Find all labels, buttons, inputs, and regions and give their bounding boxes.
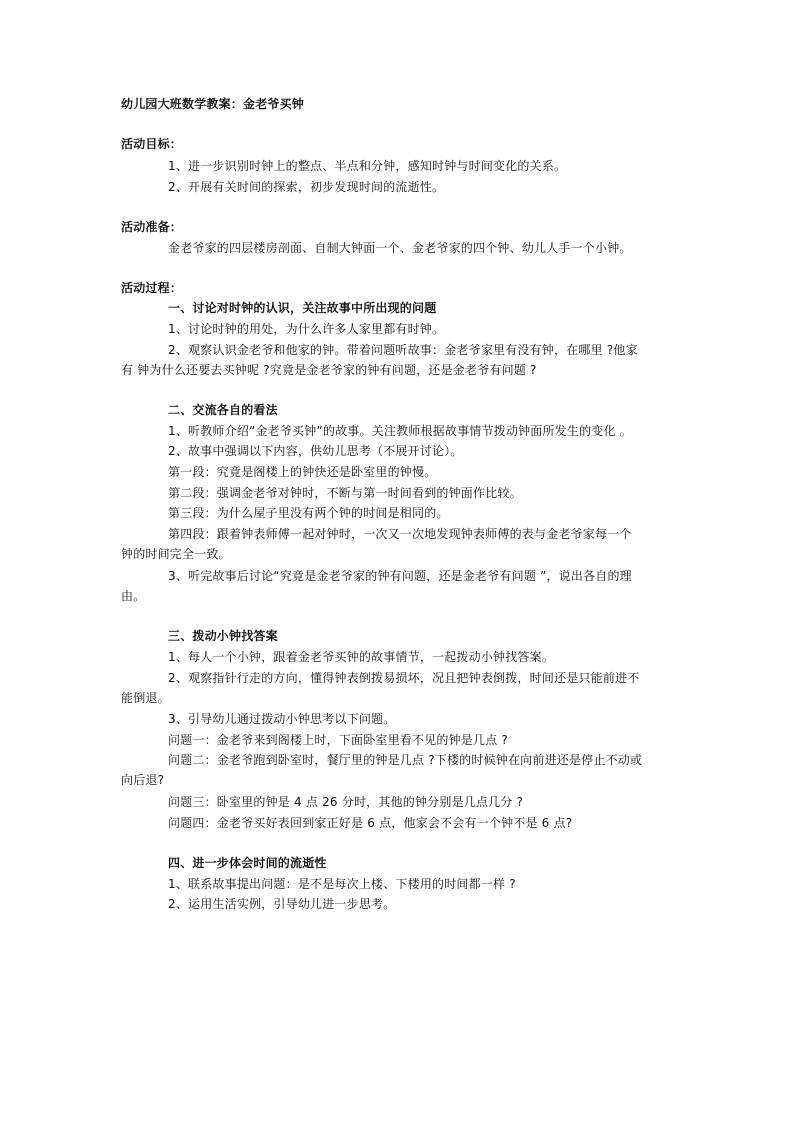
section-2-title: 二、交流各自的看法 (168, 403, 278, 417)
section-3-question-4: 问题四：金老爷买好表回到家正好是 6 点，他家会不会有一个钟不是 6 点? (168, 816, 573, 830)
section-2-point-1: 1、听教师介绍“金老爷买钟”的故事。关注教师根据故事情节拨动钟面所发生的变化 。 (168, 424, 632, 438)
goal-item-1: 1、进一步识别时钟上的整点、半点和分钟，感知时钟与时间变化的关系。 (168, 159, 567, 173)
section-3-point-1: 1、每人一个小钟，跟着金老爷买钟的故事情节，一起拨动小钟找答案。 (168, 650, 555, 664)
section-4-title: 四、进一步体会时间的流逝性 (168, 856, 327, 870)
goal-item-2: 2、开展有关时间的探索，初步发现时间的流逝性。 (168, 180, 445, 194)
section-4-point-1: 1、联系故事提出问题：是不是每次上楼、下楼用的时间都一样 ? (168, 877, 516, 891)
section-2-segment-1: 第一段：究竟是阁楼上的钟快还是卧室里的钟慢。 (168, 465, 437, 479)
prep-heading: 活动准备： (121, 220, 183, 234)
section-2-segment-2: 第二段：强调金老爷对钟时，不断与第一时间看到的钟面作比较。 (168, 486, 522, 500)
section-2-point-3-line-1: 3、听完故事后讨论“究竟是金老爷家的钟有问题，还是金老爷有问题 ”，说出各自的理 (168, 569, 632, 583)
section-1-title: 一、讨论对时钟的认识，关注故事中所出现的问题 (168, 301, 437, 315)
section-2-point-3-line-2: 由。 (121, 589, 146, 603)
section-3-question-2-line-2: 向后退? (121, 773, 165, 787)
section-3-question-1: 问题一：金老爷来到阁楼上时，下面卧室里看不见的钟是几点 ? (168, 733, 508, 747)
goals-heading: 活动目标： (121, 137, 183, 151)
section-3-title: 三、拨动小钟找答案 (168, 629, 278, 643)
section-2-segment-3: 第三段：为什么屋子里没有两个钟的时间是相同的。 (168, 506, 449, 520)
section-3-point-2-line-2: 能倒退。 (121, 691, 170, 705)
prep-text: 金老爷家的四层楼房剖面、自制大钟面一个、金老爷家的四个钟、幼儿人手一个小钟。 (168, 241, 632, 255)
section-1-point-2-line-2: 有 钟为什么还要去买钟呢 ?究竟是金老爷家的钟有问题，还是金老爷有问题 ? (121, 363, 537, 377)
section-2-segment-4-line-1: 第四段：跟着钟表师傅一起对钟时，一次又一次地发现钟表师傅的表与金老爷家每一个 (168, 527, 632, 541)
process-heading: 活动过程： (121, 281, 183, 295)
section-3-point-3: 3、引导幼儿通过拨动小钟思考以下问题。 (168, 712, 396, 726)
section-2-segment-4-line-2: 钟的时间完全一致。 (121, 547, 231, 561)
section-3-question-2-line-1: 问题二：金老爷跑到卧室时，餐厅里的钟是几点 ?下楼的时候钟在向前进还是停止不动或 (168, 753, 643, 767)
section-1-point-2-line-1: 2、观察认识金老爷和他家的钟。带着问题听故事：金老爷家里有没有钟，在哪里 ?他家 (168, 343, 638, 357)
section-2-point-2: 2、故事中强调以下内容，供幼儿思考（不展开讨论）。 (168, 444, 463, 458)
section-1-point-1: 1、讨论时钟的用处，为什么许多人家里都有时钟。 (168, 322, 445, 336)
section-3-question-3: 问题三：卧室里的钟是 4 点 26 分时，其他的钟分别是几点几分 ? (168, 795, 524, 809)
section-3-point-2-line-1: 2、观察指针行走的方向，懂得钟表倒拨易损坏，况且把钟表倒拨，时间还是只能前进不 (168, 671, 640, 685)
section-4-point-2: 2、运用生活实例，引导幼儿进一步思考。 (168, 897, 396, 911)
document-title: 幼儿园大班数学教案：金老爷买钟 (121, 97, 305, 111)
